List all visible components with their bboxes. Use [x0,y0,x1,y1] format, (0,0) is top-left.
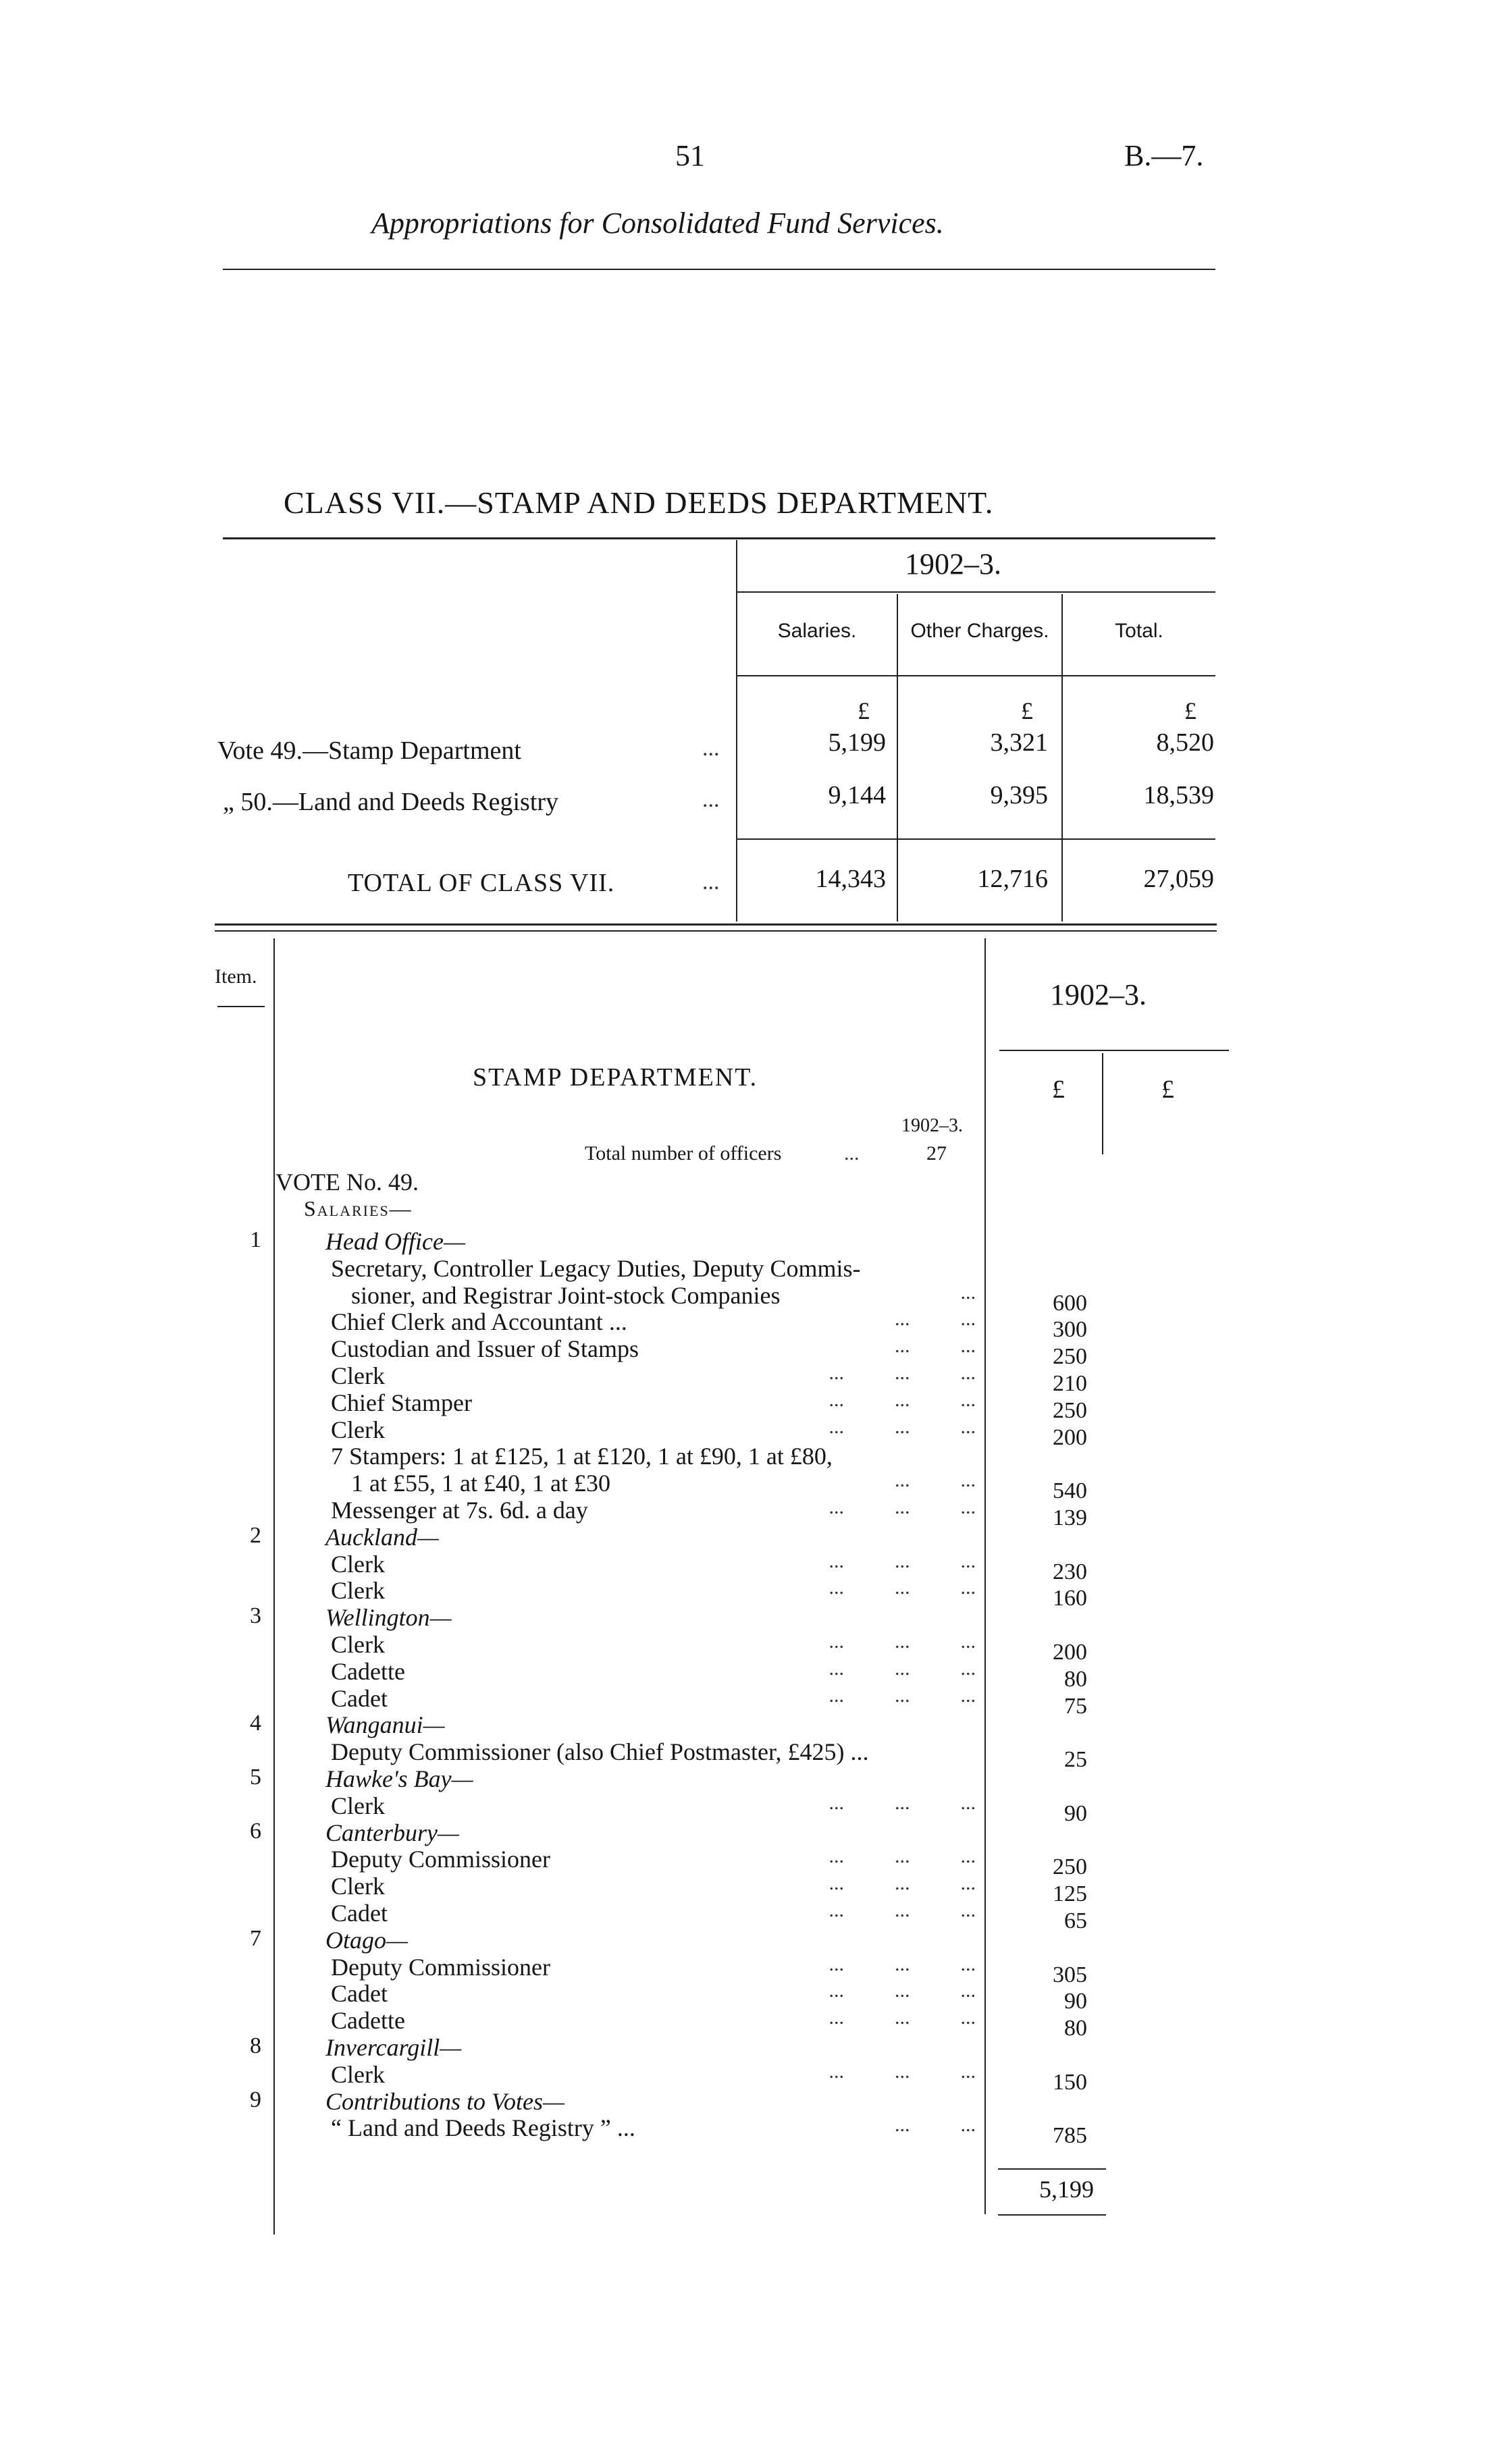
line-amount: 90 [1064,1989,1087,2014]
leader-dots: ... ... [895,1308,976,1330]
item-number: 5 [250,1765,261,1790]
detail-currency-2: £ [1161,1075,1174,1104]
leader-dots: ... ... ... [829,1657,976,1680]
section-heading: Auckland— [325,1524,439,1551]
salaries-label: Salaries— [304,1196,413,1221]
summary-total-salaries: 14,343 [815,865,886,893]
summary-total-other: 12,716 [977,865,1048,893]
section-heading: Wanganui— [325,1711,445,1738]
summary-row-other: 3,321 [990,728,1048,757]
amount-subcolumn-divider [1102,1053,1103,1154]
summary-total-label: TOTAL OF CLASS VII. [348,869,615,897]
summary-currency-other: £ [1021,697,1033,724]
line-description: Clerk [331,1792,385,1819]
item-number: 9 [250,2087,261,2112]
section-heading: Contributions to Votes— [325,2088,565,2115]
summary-row-label: Vote 49.—Stamp Department [217,736,521,765]
line-amount: 150 [1053,2070,1087,2095]
section-heading: Invercargill— [325,2034,462,2061]
vote-label: VOTE No. 49. [275,1169,419,1196]
line-amount: 200 [1053,1640,1087,1665]
line-description: 7 Stampers: 1 at £125, 1 at £120, 1 at £90, 1 at £80, [331,1443,833,1470]
leader-dots: ... ... ... [829,1389,976,1411]
amount-column-divider [984,938,986,2214]
line-description: Messenger at 7s. 6d. a day [331,1497,588,1524]
detail-year-header: 1902–3. [1050,978,1147,1011]
summary-row-dots: ... [702,787,720,812]
line-description: Clerk [331,1577,385,1604]
line-description: Deputy Commissioner (also Chief Postmaster, £425) ... [331,1738,869,1765]
line-description: Clerk [331,1416,385,1443]
section-heading: Wellington— [325,1604,452,1631]
line-amount: 785 [1053,2123,1087,2148]
line-amount: 25 [1064,1747,1087,1772]
line-amount: 210 [1053,1371,1087,1396]
summary-currency-total: £ [1184,697,1196,724]
leader-dots: ... ... ... [829,1953,976,1975]
officers-count: 27 [926,1142,947,1164]
line-description: Chief Stamper [331,1389,472,1416]
line-amount: 160 [1053,1586,1087,1611]
item-number: 7 [250,1926,261,1951]
line-amount: 250 [1053,1398,1087,1423]
summary-currency-salaries: £ [858,697,870,724]
item-header-rule [217,1006,265,1007]
line-description: Clerk [331,2061,385,2088]
line-amount: 75 [1064,1694,1087,1719]
leader-dots: ... ... ... [829,1872,976,1894]
item-number: 8 [250,2033,261,2058]
line-description: Clerk [331,1551,385,1578]
summary-row-total: 8,520 [1156,728,1214,757]
line-description: Clerk [331,1631,385,1658]
item-column-divider [273,938,275,2234]
leader-dots: ... ... ... [829,1576,976,1599]
line-amount: 90 [1064,1801,1087,1826]
line-amount: 80 [1064,1667,1087,1692]
item-column-header: Item. [215,965,257,988]
leader-dots: ... ... ... [829,2060,976,2083]
summary-row-label: „ 50.—Land and Deeds Registry [223,788,559,816]
line-amount: 540 [1053,1478,1087,1503]
line-description: Cadet [331,1900,388,1927]
officers-year: 1902–3. [901,1115,963,1136]
total-rule [998,2168,1106,2170]
class-title: CLASS VII.—STAMP AND DEEDS DEPARTMENT. [284,485,994,520]
leader-dots: ... ... [895,2114,976,2136]
line-description: 1 at £55, 1 at £40, 1 at £30 [351,1470,610,1497]
item-number: 3 [250,1603,261,1628]
line-description: Clerk [331,1362,385,1389]
leader-dots: ... ... [895,1469,976,1491]
leader-dots: ... ... ... [829,1416,976,1438]
leader-dots: ... ... ... [829,1979,976,2002]
line-description: Clerk [331,1873,385,1900]
section-heading: Canterbury— [325,1819,459,1846]
summary-row-salaries: 5,199 [828,728,886,757]
line-amount: 125 [1053,1881,1087,1906]
leader-dots: ... ... ... [829,1899,976,1921]
line-amount: 80 [1064,2016,1087,2041]
line-amount: 200 [1053,1425,1087,1450]
line-amount: 65 [1064,1908,1087,1933]
summary-col-salaries: Salaries. [777,620,857,642]
line-amount: 600 [1053,1291,1087,1316]
summary-bottom-rule-2 [215,930,1217,932]
summary-total-total: 27,059 [1143,865,1214,893]
line-description: Cadet [331,1980,388,2007]
detail-total: 5,199 [1039,2176,1094,2203]
leader-dots: ... ... ... [829,1792,976,1814]
line-description: Deputy Commissioner [331,1846,550,1873]
summary-row-total: 18,539 [1143,781,1214,809]
leader-dots: ... ... ... [829,2006,976,2029]
department-title: STAMP DEPARTMENT. [473,1063,758,1092]
summary-year-rule [737,591,1215,593]
leader-dots: ... ... ... [829,1845,976,1867]
line-description: Secretary, Controller Legacy Duties, Deputy Commis- [331,1255,861,1282]
line-description: Custodian and Issuer of Stamps [331,1335,639,1362]
header-rule [223,269,1215,270]
officers-dots: ... [844,1142,860,1164]
leader-dots: ... ... [895,1335,976,1357]
line-amount: 305 [1053,1962,1087,1987]
leader-dots: ... ... ... [829,1550,976,1572]
officers-label: Total number of officers [585,1142,782,1164]
item-number: 2 [250,1523,261,1548]
document-reference: B.—7. [1124,139,1204,172]
leader-dots: ... ... ... [829,1684,976,1707]
detail-year-rule [999,1050,1229,1051]
summary-year: 1902–3. [905,547,1001,581]
line-description: Cadette [331,1658,405,1685]
line-amount: 230 [1053,1559,1087,1584]
line-amount: 250 [1053,1344,1087,1369]
line-description: Cadette [331,2007,405,2034]
item-number: 4 [250,1711,261,1736]
item-number: 6 [250,1819,261,1844]
line-description: sioner, and Registrar Joint-stock Companies [351,1282,781,1309]
line-description: Deputy Commissioner [331,1954,550,1981]
summary-subtotal-rule [737,838,1215,840]
page-subtitle: Appropriations for Consolidated Fund Services. [371,207,944,240]
summary-top-rule [223,537,1215,539]
line-description: “ Land and Deeds Registry ” ... [331,2114,635,2141]
leader-dots: ... ... ... [829,1630,976,1653]
section-heading: Otago— [325,1927,409,1954]
summary-row-dots: ... [702,736,720,761]
section-heading: Head Office— [325,1228,465,1255]
total-bottom-rule [998,2214,1106,2216]
page-number: 51 [675,139,705,172]
line-amount: 300 [1053,1317,1087,1342]
line-description: Chief Clerk and Accountant ... [331,1308,627,1335]
summary-total-dots: ... [702,869,720,894]
summary-row-other: 9,395 [990,781,1048,809]
leader-dots: ... [960,1281,976,1304]
line-amount: 250 [1053,1854,1087,1879]
summary-col-total: Total. [1115,620,1163,642]
summary-bottom-rule [215,923,1217,926]
leader-dots: ... ... ... [829,1496,976,1518]
section-heading: Hawke's Bay— [325,1765,473,1792]
summary-columns-rule [737,675,1215,676]
item-number: 1 [250,1227,261,1252]
leader-dots: ... ... ... [829,1362,976,1384]
line-amount: 139 [1053,1505,1087,1530]
line-description: Cadet [331,1685,388,1712]
summary-row-salaries: 9,144 [828,781,886,809]
detail-currency-1: £ [1052,1075,1065,1104]
summary-col-other: Other Charges. [910,620,1049,642]
